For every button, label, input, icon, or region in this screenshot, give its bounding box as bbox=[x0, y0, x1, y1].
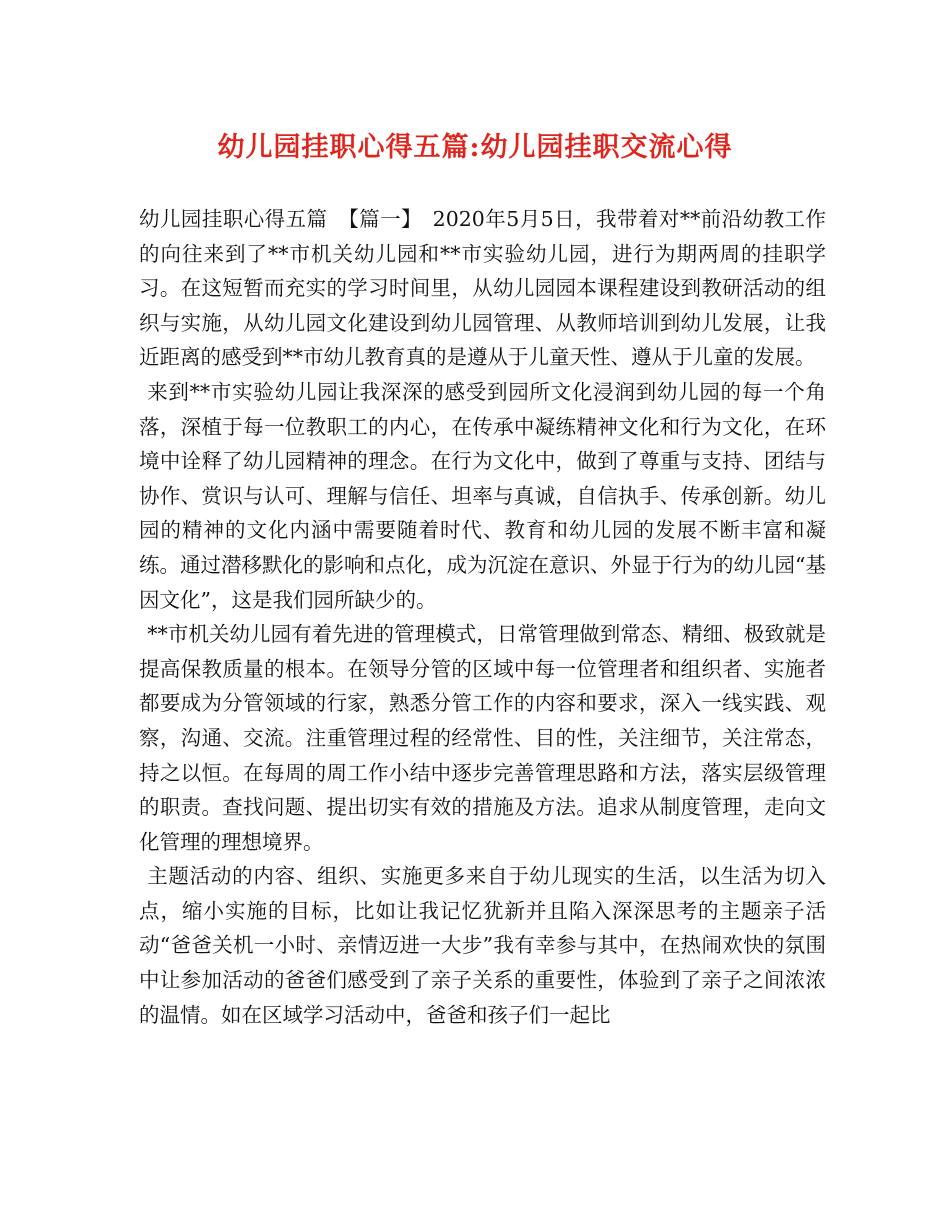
paragraph-1: 幼儿园挂职心得五篇 【篇一】 2020年5月5日，我带着对**前沿幼教工作的向往来到了**市机关幼儿园和**市实验幼儿园，进行为期两周的挂职学习。在这短暂而充实的学习时间里，从幼儿园园本课程建设到教研活动的组织与实施，从幼儿园文化建设到幼儿园管理、从教师培训到幼儿发展，让我近距离的感受到**市幼儿教育真的是遵从于儿童天性、遵从于儿童的发展。 bbox=[139, 207, 826, 370]
document-title: 幼儿园挂职心得五篇:幼儿园挂职交流心得 bbox=[217, 132, 733, 163]
paragraph-4: 主题活动的内容、组织、实施更多来自于幼儿现实的生活，以生活为切入点，缩小实施的目标，比如让我记忆犹新并且陷入深深思考的主题亲子活动“爸爸关机一小时、亲情迈进一大步”我有幸参与其中，在热闹欢快的氛围中让参加活动的爸爸们感受到了亲子关系的重要性，体验到了亲子之间浓浓的温情。如在区域学习活动中，爸爸和孩子们一起比 bbox=[139, 864, 826, 1027]
paragraph-3: **市机关幼儿园有着先进的管理模式，日常管理做到常态、精细、极致就是提高保教质量的根本。在领导分管的区域中每一位管理者和组织者、实施者都要成为分管领域的行家，熟悉分管工作的内容和要求，深入一线实践、观察，沟通、交流。注重管理过程的经常性、目的性，关注细节，关注常态，持之以恒。在每周的周工作小结中逐步完善管理思路和方法，落实层级管理的职责。查找问题、提出切实有效的措施及方法。追求从制度管理，走向文化管理的理想境界。 bbox=[139, 622, 826, 854]
paragraph-2: 来到**市实验幼儿园让我深深的感受到园所文化浸润到幼儿园的每一个角落，深植于每一位教职工的内心，在传承中凝练精神文化和行为文化，在环境中诠释了幼儿园精神的理念。在行为文化中，做到了尊重与支持、团结与协作、赏识与认可、理解与信任、坦率与真诚，自信执手、传承创新。幼儿园的精神的文化内涵中需要随着时代、教育和幼儿园的发展不断丰富和凝练。通过潜移默化的影响和点化，成为沉淀在意识、外显于行为的幼儿园“基因文化”，这是我们园所缺少的。 bbox=[139, 379, 826, 612]
document-body bbox=[139, 202, 826, 1032]
